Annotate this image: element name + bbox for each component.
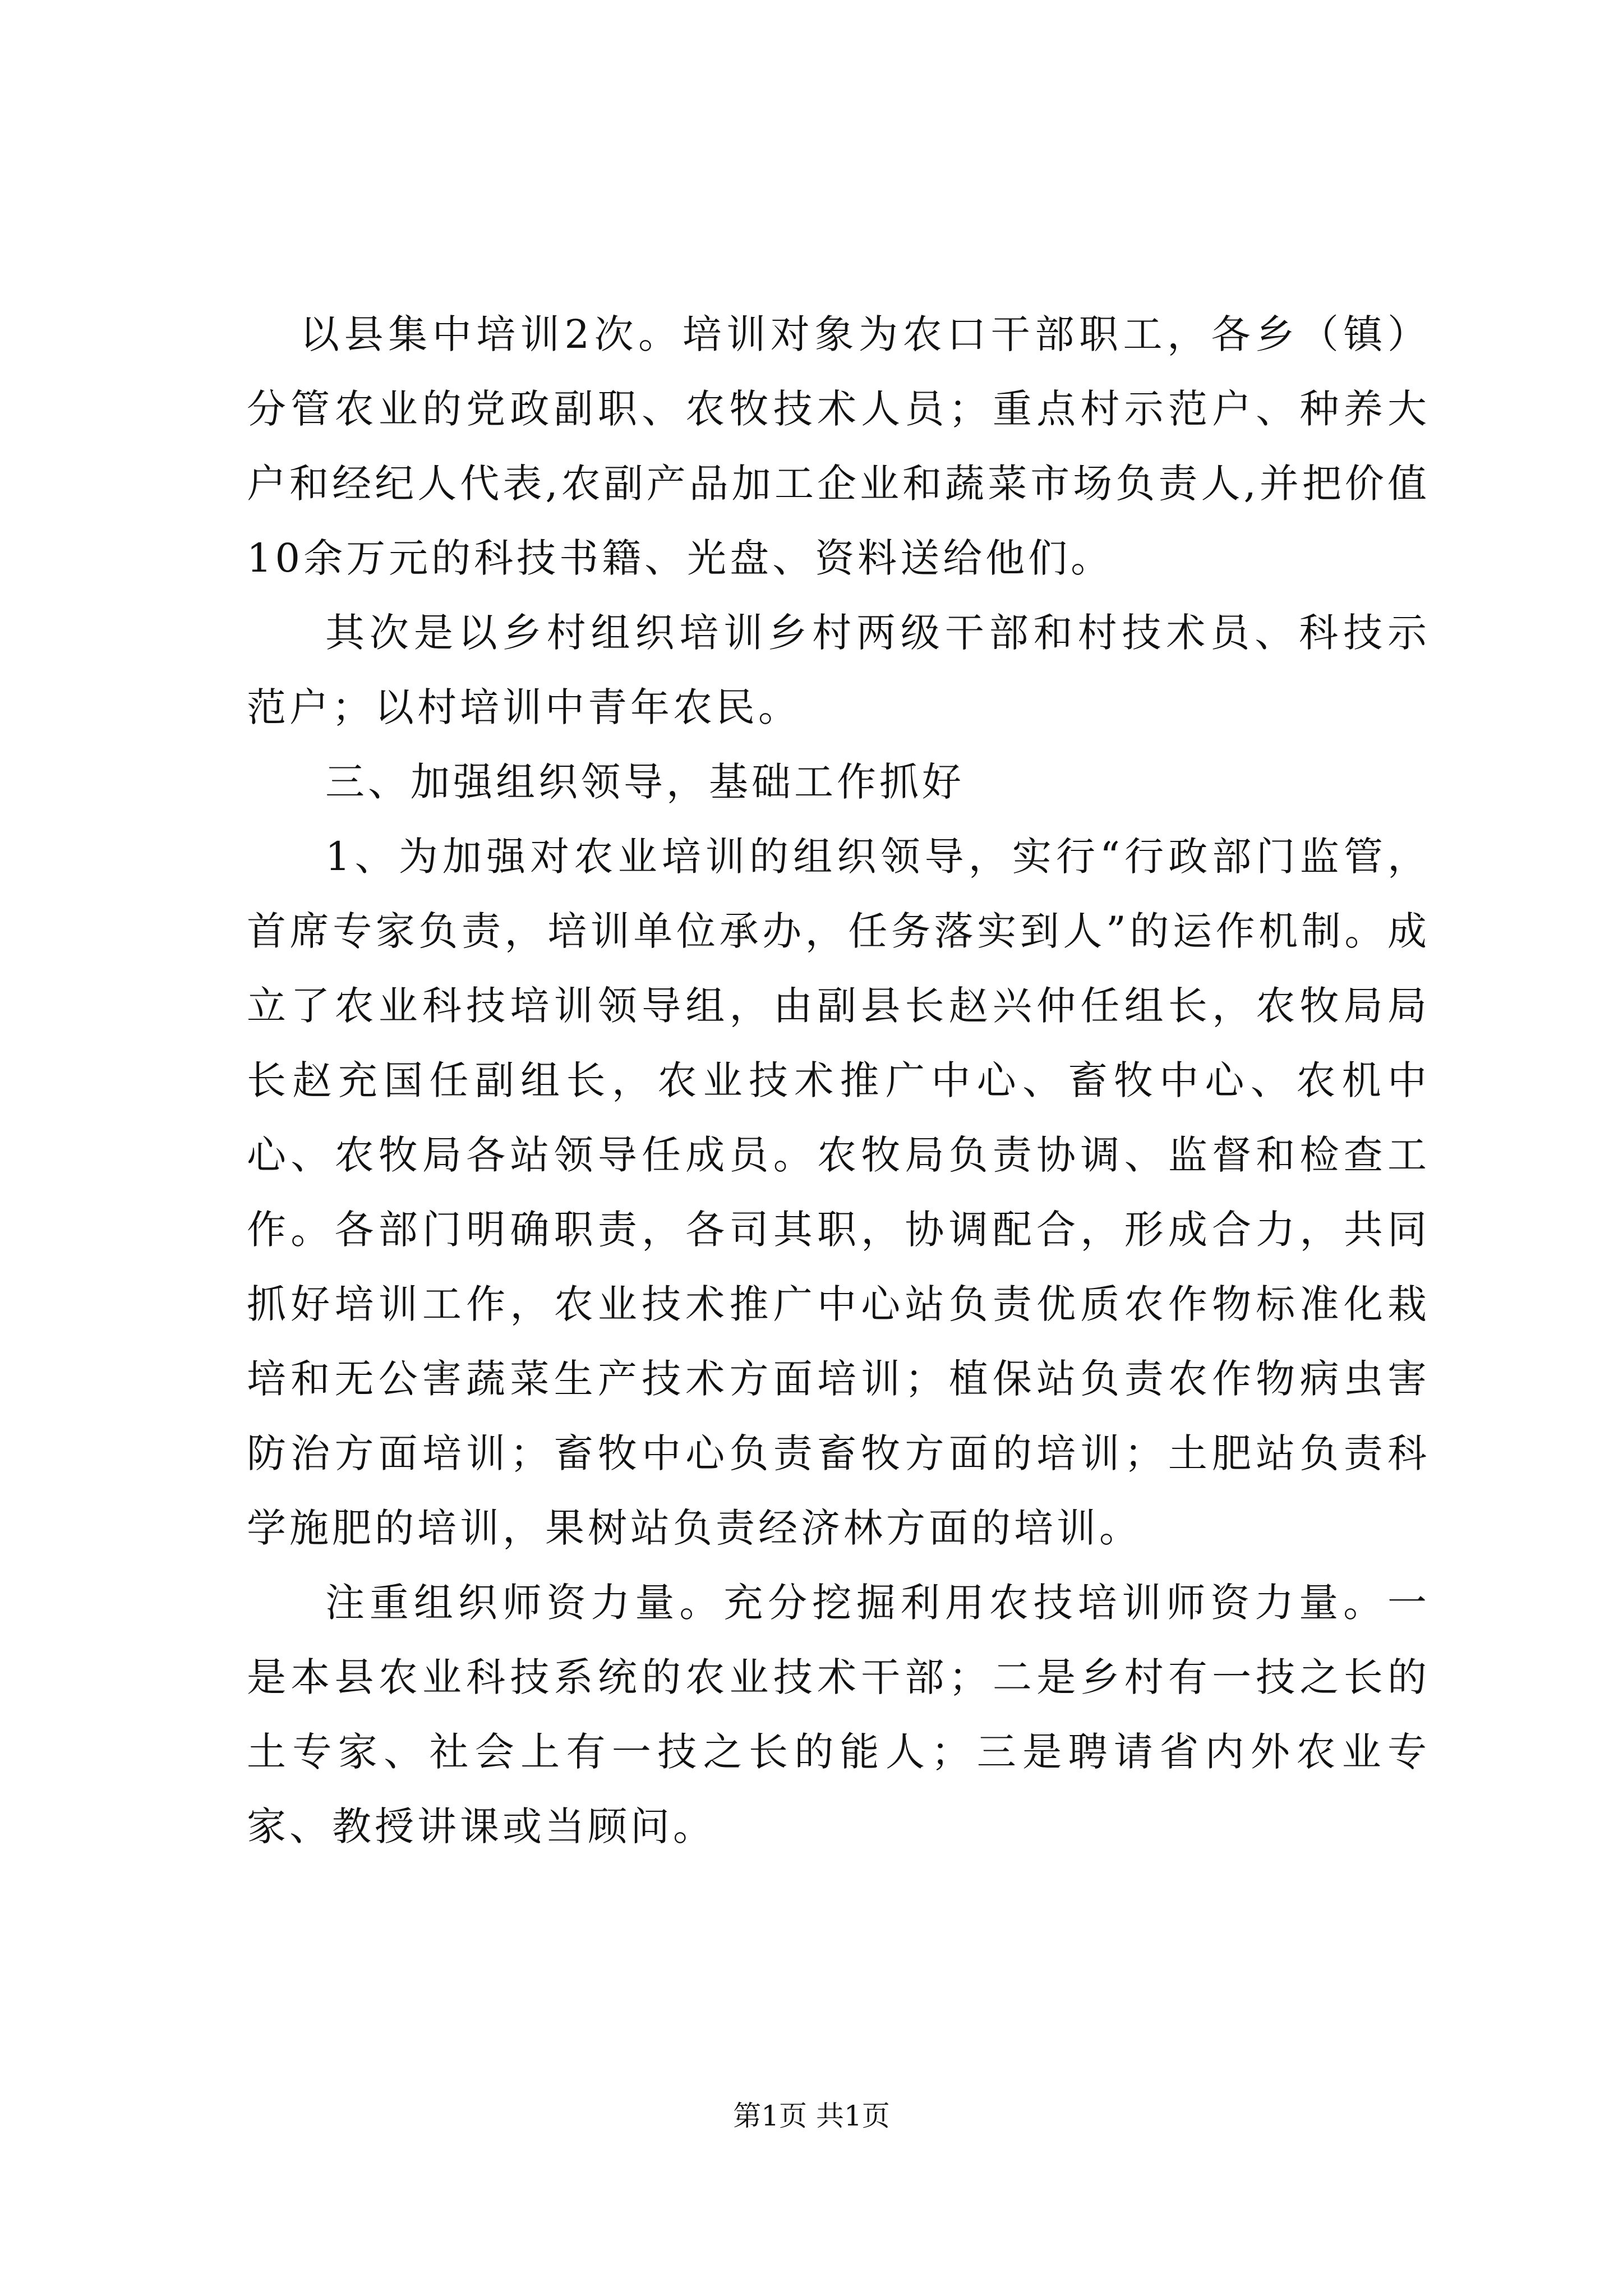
paragraph-teaching-staff: 注重组织师资力量。充分挖掘利用农技培训师资力量。一是本县农业科技系统的农业技术干部；二是乡村有一技之长的土专家、社会上有一技之长的能人；三是聘请省内外农业专家、教授讲课或当顾问。	[247, 1580, 1430, 1849]
section-heading-organization: 三、加强组织领导，基础工作抓好	[325, 759, 965, 805]
paragraph-leadership: 1、为加强对农业培训的组织领导，实行“行政部门监管，首席专家负责，培训单位承办，任务落实到人”的运作机制。成立了农业科技培训领导组，由副县长赵兴仲任组长，农牧局局长赵充国任副组长，农业技术推广中心、畜牧中心、农机中心、农牧局各站领导任成员。农牧局负责协调、监督和检查工作。各部门明确职责，各司其职，协调配合，形成合力，共同抓好培训工作，农业技术推广中心站负责优质农作物标准化栽培和无公害蔬菜生产技术方面培训；植保站负责农作物病虫害防治方面培训；畜牧中心负责畜牧方面的培训；土肥站负责科学施肥的培训，果树站负责经济林方面的培训。	[247, 834, 1430, 1551]
document-body	[247, 297, 1430, 1864]
paragraph-village-training: 其次是以乡村组织培训乡村两级干部和村技术员、科技示范户；以村培训中青年农民。	[247, 610, 1430, 730]
page-footer: 第1页 共1页	[733, 2100, 890, 2132]
paragraph-training-schedule: 以县集中培训2次。培训对象为农口干部职工，各乡（镇）分管农业的党政副职、农牧技术人员；重点村示范户、种养大户和经纪人代表,农副产品加工企业和蔬菜市场负责人,并把价值10余万元的科技书籍、光盘、资料送给他们。	[247, 311, 1430, 581]
